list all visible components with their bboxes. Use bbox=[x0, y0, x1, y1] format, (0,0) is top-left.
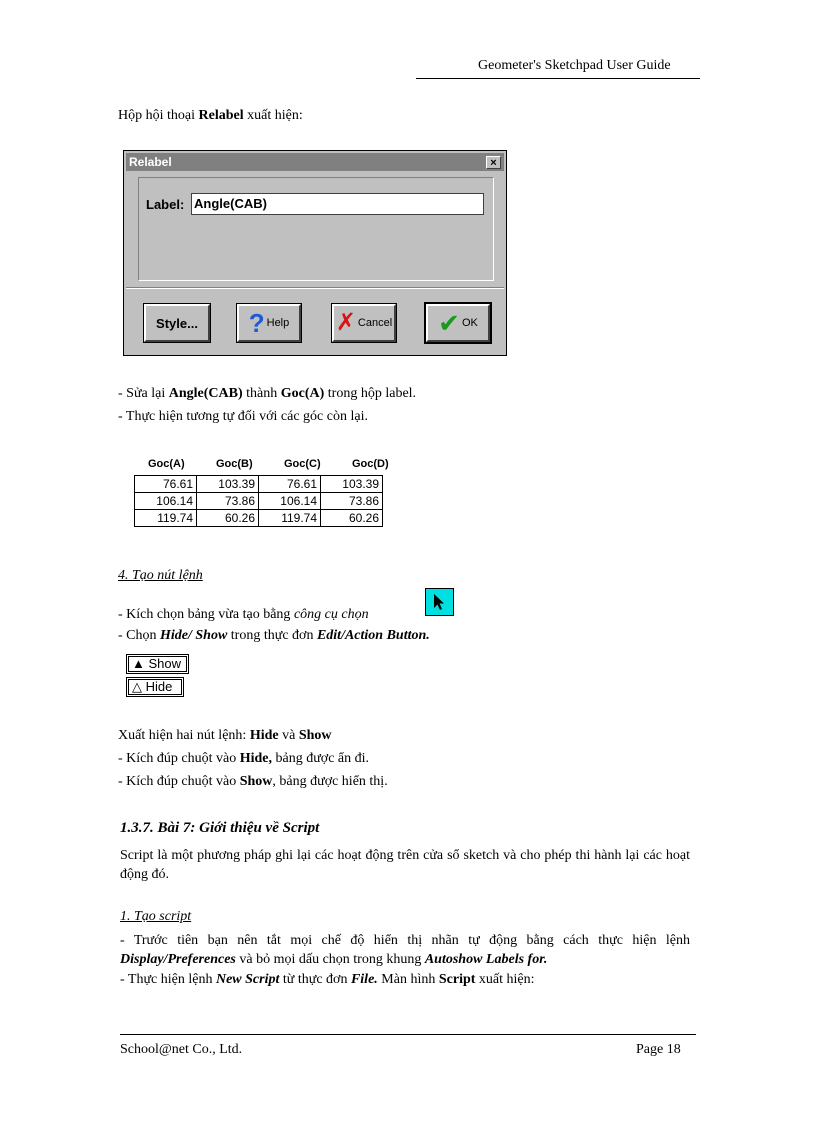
table-header-a: Goc(A) bbox=[148, 458, 185, 470]
page-number: Page 18 bbox=[636, 1042, 681, 1057]
create-script-heading-text: 1. Tạo script bbox=[120, 909, 192, 924]
step-choose-command: Hide/ Show bbox=[160, 628, 228, 643]
step-rename-new: Goc(A) bbox=[280, 386, 325, 401]
table-cell: 76.61 bbox=[135, 476, 197, 493]
dblclick-hide-bold: Hide, bbox=[239, 751, 272, 766]
hide-action-button[interactable]: △ Hide bbox=[128, 679, 182, 695]
angle-table[interactable] bbox=[134, 475, 383, 527]
step-rename-post: trong hộp label. bbox=[324, 386, 417, 401]
intro-pre: Hộp hội thoại bbox=[118, 108, 199, 123]
create-script-heading bbox=[120, 909, 191, 925]
lesson7-paragraph: Script là một phương pháp ghi lại các hoạt động trên cửa sổ sketch và cho phép thi hành lại các hoạt động đó. bbox=[120, 848, 690, 882]
close-icon[interactable]: × bbox=[486, 156, 501, 169]
two-buttons-line bbox=[118, 728, 332, 744]
script-step2-post: xuất hiện: bbox=[475, 972, 535, 987]
dialog-separator bbox=[126, 287, 504, 289]
dblclick-hide-pre: - Kích đúp chuột vào bbox=[118, 751, 240, 766]
step-rename bbox=[118, 386, 416, 402]
script-step2-window: Script bbox=[438, 972, 476, 987]
running-header: Geometer's Sketchpad User Guide bbox=[478, 58, 671, 73]
help-button[interactable] bbox=[237, 304, 301, 342]
label-input[interactable]: Angle(CAB) bbox=[191, 193, 484, 215]
dblclick-show-post: , bảng được hiển thị. bbox=[272, 774, 388, 789]
intro-bold: Relabel bbox=[198, 108, 244, 123]
step-rename-old: Angle(CAB) bbox=[168, 386, 243, 401]
dblclick-hide-post: bảng được ẩn đi. bbox=[271, 751, 370, 766]
label-caption: Label: bbox=[146, 197, 185, 212]
arrow-pointer-icon bbox=[425, 588, 454, 616]
script-step1-option: Autoshow Labels for. bbox=[424, 952, 548, 967]
style-button[interactable] bbox=[144, 304, 210, 342]
step-select-pre: - Kích chọn bảng vừa tạo bằng bbox=[118, 607, 294, 622]
step-choose-mid: trong thực đơn bbox=[227, 628, 317, 643]
table-header-c: Goc(C) bbox=[284, 458, 321, 470]
step-repeat: - Thực hiện tương tự đối với các góc còn lại. bbox=[118, 409, 368, 424]
section4-heading bbox=[118, 568, 203, 584]
step-choose-pre: - Chọn bbox=[118, 628, 160, 643]
step-choose-menu-path: Edit/Action Button. bbox=[316, 628, 430, 643]
two-buttons-mid: và bbox=[278, 728, 299, 743]
table-row bbox=[135, 493, 383, 510]
cancel-button-label: Cancel bbox=[357, 317, 393, 329]
dialog-title: Relabel bbox=[129, 155, 172, 169]
script-step2-mid2: Màn hình bbox=[377, 972, 439, 987]
create-script-step2 bbox=[120, 972, 535, 988]
table-cell: 119.74 bbox=[259, 510, 321, 527]
script-step2-command: New Script bbox=[215, 972, 280, 987]
footer-company: School@net Co., Ltd. bbox=[120, 1042, 243, 1057]
show-action-button[interactable]: ▲ Show bbox=[128, 656, 187, 672]
intro-post: xuất hiện: bbox=[243, 108, 303, 123]
table-row bbox=[135, 476, 383, 493]
script-step2-mid: từ thực đơn bbox=[279, 972, 351, 987]
table-cell: 60.26 bbox=[321, 510, 383, 527]
dblclick-hide-line bbox=[118, 751, 369, 767]
dblclick-show-bold: Show bbox=[239, 774, 273, 789]
help-button-label: Help bbox=[266, 317, 290, 329]
ok-button-label: OK bbox=[461, 317, 478, 329]
table-cell: 103.39 bbox=[197, 476, 259, 493]
two-buttons-pre: Xuất hiện hai nút lệnh: bbox=[118, 728, 250, 743]
section4-heading-text: 4. Tạo nút lệnh bbox=[118, 568, 203, 583]
step-select-tool: công cụ chọn bbox=[293, 607, 369, 622]
dialog-title-bar bbox=[126, 153, 504, 171]
lesson7-heading: 1.3.7. Bài 7: Giới thiệu về Script bbox=[120, 820, 320, 836]
table-cell: 73.86 bbox=[197, 493, 259, 510]
checkmark-icon: ✔ bbox=[438, 308, 460, 338]
style-button-label: Style... bbox=[156, 315, 198, 331]
footer-rule bbox=[120, 1034, 696, 1035]
table-cell: 76.61 bbox=[259, 476, 321, 493]
red-x-icon: ✗ bbox=[335, 309, 356, 336]
create-script-step1 bbox=[120, 931, 690, 969]
table-header-d: Goc(D) bbox=[352, 458, 389, 470]
table-cell: 119.74 bbox=[135, 510, 197, 527]
question-mark-icon: ? bbox=[248, 308, 265, 338]
table-cell: 60.26 bbox=[197, 510, 259, 527]
table-cell: 106.14 bbox=[135, 493, 197, 510]
step-rename-pre: - Sửa lại bbox=[118, 386, 169, 401]
step-choose-menu bbox=[118, 628, 430, 644]
ok-button[interactable] bbox=[426, 304, 490, 342]
dblclick-show-pre: - Kích đúp chuột vào bbox=[118, 774, 240, 789]
table-header-b: Goc(B) bbox=[216, 458, 253, 470]
table-cell: 73.86 bbox=[321, 493, 383, 510]
script-step1-mid: và bỏ mọi dấu chọn trong khung bbox=[235, 952, 425, 967]
cancel-button[interactable] bbox=[332, 304, 396, 342]
table-cell: 106.14 bbox=[259, 493, 321, 510]
two-buttons-show: Show bbox=[298, 728, 332, 743]
step-select-table bbox=[118, 607, 369, 623]
step-rename-mid: thành bbox=[242, 386, 281, 401]
dblclick-show-line bbox=[118, 774, 388, 790]
two-buttons-hide: Hide bbox=[249, 728, 279, 743]
header-rule bbox=[416, 78, 700, 79]
script-step2-pre: - Thực hiện lệnh bbox=[120, 972, 216, 987]
table-cell: 103.39 bbox=[321, 476, 383, 493]
script-step1-pre: - Trước tiên bạn nên tắt mọi chế độ hiển thị nhãn tự động bằng cách thực hiện lệnh bbox=[120, 933, 690, 948]
intro-line bbox=[118, 108, 303, 124]
table-row bbox=[135, 510, 383, 527]
relabel-dialog bbox=[123, 150, 507, 356]
script-step1-command: Display/Preferences bbox=[120, 952, 236, 967]
script-step2-menu: File. bbox=[350, 972, 378, 987]
